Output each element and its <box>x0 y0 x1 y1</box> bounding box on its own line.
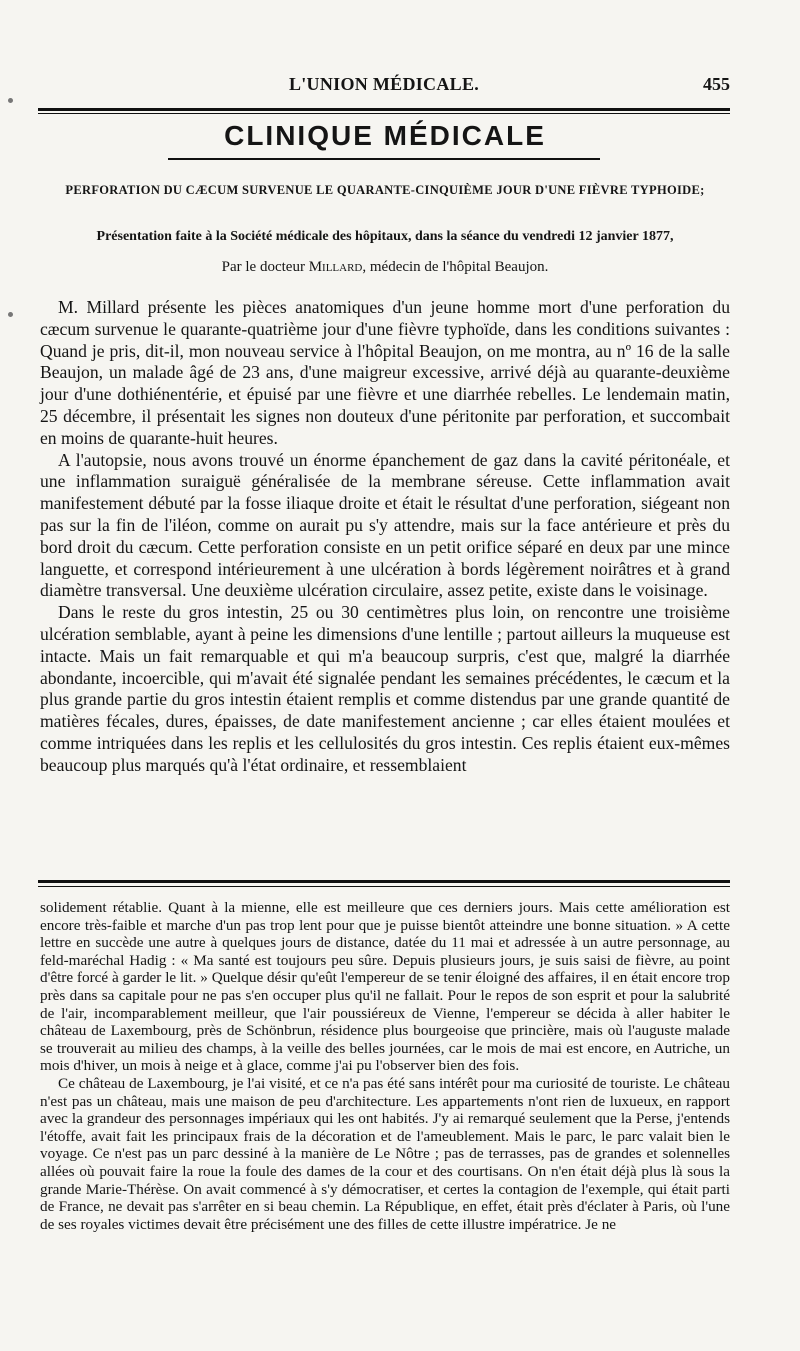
article-body <box>40 297 730 777</box>
article-presentation: Présentation faite à la Société médicale des hôpitaux, dans la séance du vendredi 12 janvier 1877, <box>96 229 674 244</box>
article-paragraph: M. Millard présente les pièces anatomiques d'un jeune homme mort d'une perforation du cæcum survenue le quarante-quatrième jour d'une fièvre typhoïde, dans les conditions suivantes : Quand je pris, dit-il, mon nouveau service à l'hôpital Beaujon, on me montra, au nº 16 de la salle Beaujon, un malade âgé de 23 ans, d'une maigreur excessive, arrivé déjà au quarante-deuxième jour d'une dothiénentérie, et épuisé par une fièvre et une diarrhée rebelles. Le lendemain matin, 25 décembre, il présentait les signes non douteux d'une péritonite par perforation, et succombait en moins de quarante-huit heures. <box>40 297 730 448</box>
header-rule <box>38 108 730 111</box>
running-head <box>38 74 730 98</box>
byline-suffix: , médecin de l'hôpital Beaujon. <box>362 259 549 275</box>
header-rule-thin <box>38 113 730 114</box>
article-paragraph: Dans le reste du gros intestin, 25 ou 30 centimètres plus loin, on rencontre une troisième ulcération semblable, ayant à peine les dimensions d'une lentille ; partout ailleurs la muqueuse est intacte. Mais un fait remarquable et qui m'a beaucoup surpris, c'est que, malgré la diarrhée abondante, incoercible, qui m'avait été signalée pendant les semaines précédentes, le cæcum et la plus grande partie du gros intestin étaient remplis et comme distendus par une grande quantité de matières fécales, dures, épaisses, de date manifestement ancienne ; car elles étaient moulées et comme intriquées dans les replis et les cellulosités du gros intestin. Ces replis étaient eux-mêmes beaucoup plus marqués qu'à l'état ordinaire, et ressemblaient <box>40 602 730 775</box>
byline-author: Millard <box>308 259 363 275</box>
article-paragraph: A l'autopsie, nous avons trouvé un énorme épanchement de gaz dans la cavité péritonéale, et une inflammation suraiguë généralisée de la membrane séreuse. Cette inflammation avait manifestement débuté par la fosse iliaque droite et était le résultat d'une perforation, siégeant non pas sur la fin de l'iléon, comme on aurait pu s'y attendre, mais sur la face antérieure et près du bord droit du cæcum. Cette perforation consiste en un petit orifice séparé en deux par une mince languette, et correspond intérieurement à une ulcération à bords légèrement noirâtres et à grand diamètre transversal. Une deuxième ulcération circulaire, assez petite, existe dans le voisinage. <box>40 449 730 601</box>
section-title: CLINIQUE MÉDICALE <box>224 120 546 151</box>
section-title-underline <box>168 158 600 160</box>
feuilleton-paragraph: Ce château de Laxembourg, je l'ai visité, et ce n'a pas été sans intérêt pour ma curiosité de touriste. Le château n'est pas un château, mais une maison de peu d'architecture. Les appartements n'ont rien de luxueux, en rapport avec la grandeur des personnages impériaux qui les ont habités. J'y ai remarqué seulement que la Perse, j'entends l'étoffe, avait fait les principaux frais de la décoration et de l'ameublement. Mais le parc, le parc valait bien le voyage. Ce n'est pas un parc dessiné à la manière de Le Nôtre ; pas de terrasses, pas de grandes et solennelles allées où pouvait faire la roue la foule des dames de la cour et des courtisans. On n'en était déjà plus là sous la grande Marie-Thérèse. On avait commencé à s'y démocratiser, et certes la contagion de l'exemple, qui était parti de France, ne devait pas s'arrêter en si beau chemin. La République, en effet, était près d'éclater à Paris, où l'une de ses royales victimes devait être précisément une des filles de cette illustre impératrice. Je ne <box>40 1074 730 1233</box>
page-number: 455 <box>703 74 730 94</box>
margin-mark <box>8 312 13 317</box>
feuilleton-rule <box>38 880 730 883</box>
byline-prefix: Par le docteur <box>221 259 305 275</box>
margin-mark <box>8 98 13 103</box>
feuilleton-rule-thin <box>38 886 730 887</box>
article-title: PERFORATION DU CÆCUM SURVENUE LE QUARANTE-CINQUIÈME JOUR D'UNE FIÈVRE TYPHOIDE; <box>65 183 705 197</box>
running-title: L'UNION MÉDICALE. <box>288 74 480 94</box>
feuilleton-paragraph: solidement rétablie. Quant à la mienne, elle est meilleure que ces derniers jours. Mais cette amélioration est encore très-faible et marche d'un pas trop lent pour que je puisse bientôt atteindre une bonne situation. » A cette lettre en succède une autre à quelques jours de distance, datée du 11 mai et adressée à un autre personnage, au feld-maréchal Hadig : « Ma santé est toujours peu sûre. Depuis plusieurs jours, je suis saisi de fièvre, au point d'être forcé à garder le lit. » Quelque désir qu'eût l'empereur de se tenir éloigné des affaires, il en était encore trop près dans sa capitale pour ne pas s'en occuper plus qu'il ne fallait. Pour le repos de son esprit et pour la salubrité de l'air, incomparablement meilleur, que l'air poussiéreux de Vienne, l'empereur se décida à aller habiter le château de Laxembourg, près de Schönbrun, résidence plus bourgeoise que princière, mais où l'auguste malade se trouverait au milieu des champs, à la veille des belles journées, car le mois de mai est encore, en Autriche, un mois d'hiver, un mois à neige et à glace, comme j'ai pu l'observer bien des fois. <box>40 899 730 1075</box>
article-byline <box>40 259 730 276</box>
feuilleton-body <box>40 899 730 1233</box>
